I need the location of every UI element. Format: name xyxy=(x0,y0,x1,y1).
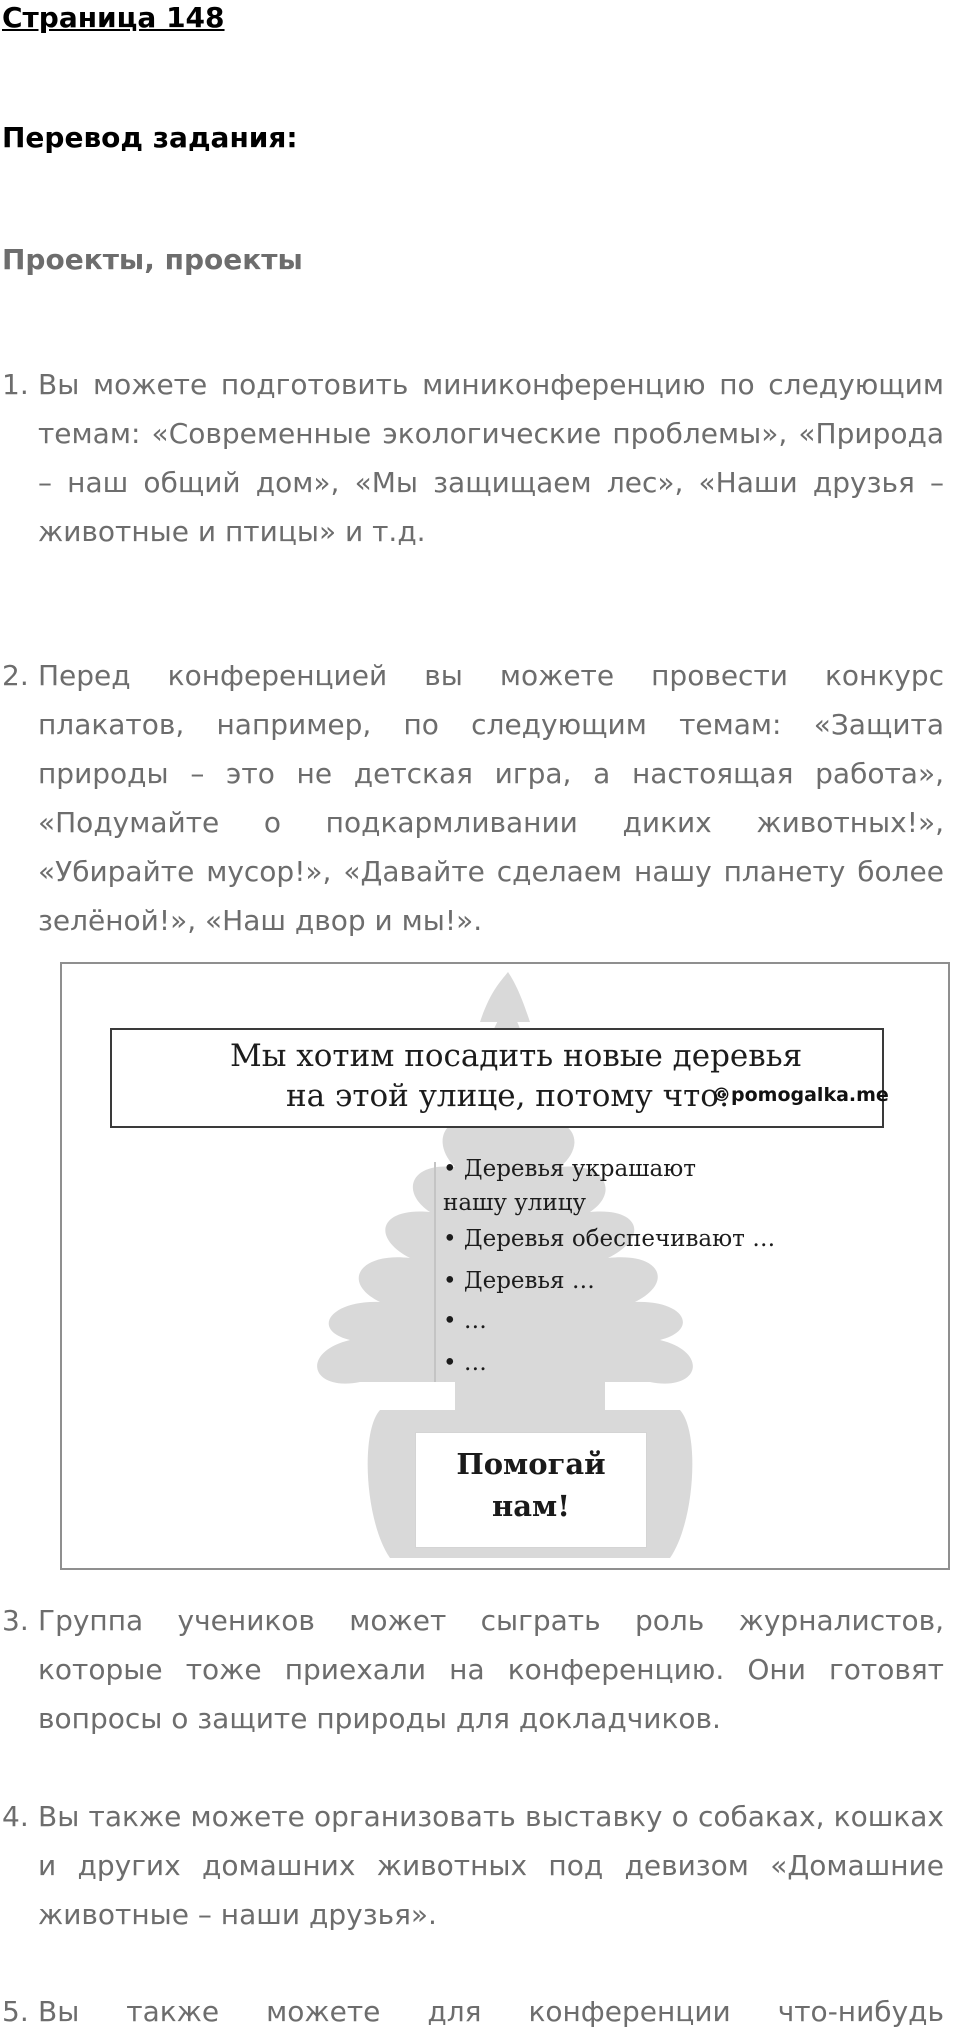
task-item xyxy=(2,1792,944,1939)
task-number: 1. xyxy=(2,368,29,401)
task-item xyxy=(2,360,944,556)
poster-headline-line-2: на этой улице, потому что: xyxy=(286,1078,730,1114)
sign-line: Помогай xyxy=(456,1447,606,1481)
sign-line: нам! xyxy=(492,1489,570,1523)
poster-bullet: • Деревья украшают xyxy=(443,1156,696,1182)
task-text: Вы также можете организовать выставку о собаках, кошках и других домашних животных под девизом «Домашние животные – наши друзья». xyxy=(38,1800,944,1931)
task-item xyxy=(2,1596,944,1743)
task-item xyxy=(2,651,944,945)
poster-headline-line-1: Мы хотим посадить новые деревья xyxy=(230,1038,803,1074)
task-item xyxy=(2,1987,944,2036)
task-text: Группа учеников может сыграть роль журналистов, которые тоже приехали на конференцию. Они готовят вопросы о защите природы для докладчиков. xyxy=(38,1604,944,1735)
task-number: 2. xyxy=(2,659,29,692)
task-number: 5. xyxy=(2,1995,29,2028)
section-heading: Перевод задания: xyxy=(2,121,298,154)
task-number: 4. xyxy=(2,1800,29,1833)
poster-bullet: • Деревья … xyxy=(443,1268,595,1294)
watermark: ©pomogalka.me xyxy=(712,1084,889,1106)
poster-illustration xyxy=(60,962,952,1574)
poster-bullet: • … xyxy=(443,1350,487,1376)
poster-bullet: • Деревья обеспечивают … xyxy=(443,1226,776,1252)
task-text: Вы также можете для конференции что-нибудь xyxy=(38,1995,944,2028)
task-text: Перед конференцией вы можете провести конкурс плакатов, например, по следующим темам: «Защита природы – это не детская игра, а настоящая работа», «Подумайте о подкармливании диких животных!», «Убирайте мусор!», «Давайте сделаем нашу планету более зелёной!», «Наш двор и мы!». xyxy=(38,659,944,937)
task-number: 3. xyxy=(2,1604,29,1637)
task-text: Вы можете подготовить миниконференцию по следующим темам: «Современные экологические проблемы», «Природа – наш общий дом», «Мы защищаем лес», «Наши друзья – животные и птицы» и т.д. xyxy=(38,368,944,548)
subtitle: Проекты, проекты xyxy=(2,243,303,276)
page-heading: Страница 148 xyxy=(2,1,225,34)
poster-bullet: • … xyxy=(443,1308,487,1334)
poster-bullet: нашу улицу xyxy=(443,1190,587,1216)
